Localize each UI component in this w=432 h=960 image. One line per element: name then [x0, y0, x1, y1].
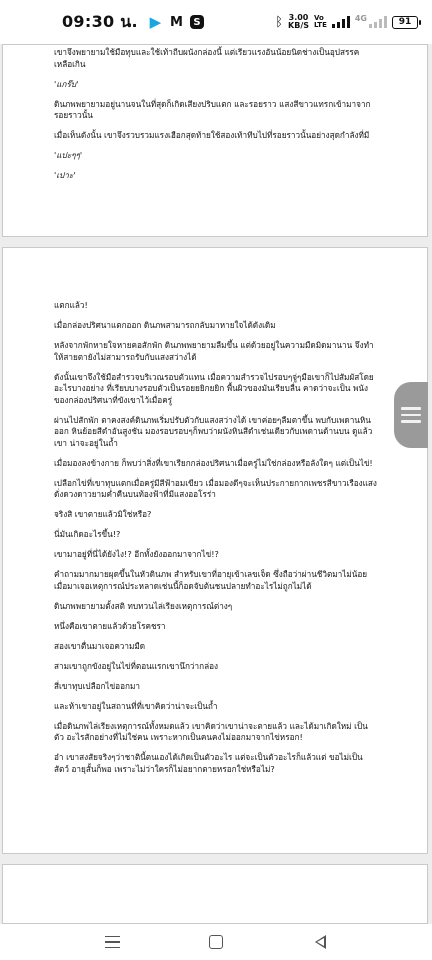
paragraph: หลังจากพักหายใจหายคอสักพัก ดินภพพยายามลืมขึ้น แต่ด้วยอยู่ในความมืดมิดมานาน จึงทำ ให้สายตายังไม่สามารถรับกับแสงสว่างได้	[54, 340, 374, 362]
paragraph: ดังนั้นเขาจึงใช้มือสำรวจบริเวณรอบตัวแทน เมื่อความสำรวจไปรอบๆจู่ๆมือเขาก็ไปสัมผัสโดย อะไรบางอย่าง ที่เรียบบางรอบตัวเป็นรอยยยิกยยิก พื้นผิวของมันเรียบลื่น คาดว่าจะเป็น พนังของกล่องปริศนาที่ขังเขาไว้เมื่อครู่	[54, 371, 374, 405]
paragraph: ผ่านไปสักพัก ตาคงสงค์ดินภพเริ่มปรับตัวกับแสงสว่างได้ เขาค่อยๆลืมตาขึ้น พบกับเพดานหินออก หินย้อยสีดำอันสูงชัน มองรอบรอบๆก็พบว่าผนังหินสีดำเช่นเดียวกับเพดานด้านบน ดูแล้วเขา น่าจะอยู่ในถ้ำ	[54, 414, 373, 448]
back-icon	[315, 935, 326, 949]
bluetooth-icon: ᛒ	[275, 14, 284, 30]
back-button[interactable]	[305, 930, 335, 954]
paragraph: 'แปะๆๆ'	[54, 150, 83, 160]
paragraph: เมื่อเห็นดังนั้น เขาจึงรวบรวมแรงเฮือกสุดท้ายใช้สองเท้าทีบไปที่รอยราวนั้นอย่างสุดกำลังที่มี	[54, 130, 370, 140]
document-page-2	[2, 247, 428, 854]
paragraph: สามเขาถูกขังอยู่ในไข่ที่ตอนแรกเขานึกว่ากล่อง	[54, 660, 219, 671]
gmail-icon: M	[169, 14, 183, 30]
status-bar	[0, 0, 432, 44]
paragraph: เขามาอยู่ที่นี่ได้ยังไง!? อีกทั้งยังออกมาจากไข่!?	[54, 549, 219, 559]
signal-strength-icon	[332, 16, 350, 28]
paragraph: อ๋า เขาสงสัยจริงๆว่าชาตินี้ตนเองได้เกิดเป็นตัวอะไร แต่จะเป็นตัวอะไรก็แล้วแต่ ขอไม่เป็นสัตว์ อายุสั้นก็พอ เพราะไม่ว่าใครก็ไม่อยากตายหรอกใช่หรือไม่?	[54, 752, 363, 774]
video-play-icon: ▶	[149, 13, 162, 31]
paragraph: นี่มันเกิดอะไรขึ้น!?	[54, 529, 121, 539]
paragraph: 'เปาะ'	[54, 170, 76, 180]
page-text	[54, 300, 377, 784]
network-type: 4G	[354, 14, 367, 23]
grip-line	[401, 407, 421, 410]
paragraph: หนึ่งคือเขาตายแล้วด้วยโรคชรา	[54, 620, 166, 631]
recent-apps-button[interactable]	[97, 930, 127, 954]
paragraph: เมื่อกล่องปริศนาแตกออก ดินภพสามารถกลับมาหายใจได้ดังเดิม	[54, 320, 276, 330]
battery-level: 91	[398, 17, 412, 27]
paragraph: 'แกร๊บ'	[54, 78, 79, 89]
notification-icons	[148, 15, 204, 30]
home-button[interactable]	[201, 930, 231, 954]
s-app-icon: S	[190, 15, 204, 29]
home-icon	[209, 935, 223, 949]
battery-icon	[392, 16, 418, 29]
paragraph: เขาจึงพยายามใช้มือทุบและใช้เท้าถีบผนังกล่องนี้ แต่เรียวแรงอันน้อยนิดช่างเป็นอุปสรรค เหลือเกิน	[54, 47, 360, 69]
status-indicators	[275, 14, 418, 30]
paragraph: เมื่อมองลงข้างกาย ก็พบว่าสิ่งที่เขาเรียกกล่องปริศนาเมื่อครู่ไม่ใช่กล่องหรือลังใดๆ แต่เป็นไข่!	[54, 457, 373, 468]
speed-value: 3.00	[288, 13, 309, 22]
paragraph: ดินภพพยายามตั้งสติ ทบทวนไล่เรียงเหตุการณ์ต่างๆ	[54, 600, 233, 611]
paragraph: สี่เขาทุบเปลือกไข่ออกมา	[54, 680, 140, 691]
grip-line	[401, 420, 421, 423]
volte-bottom: LTE	[314, 21, 327, 29]
paragraph: ดินภพพยายามอยู่นานจนในที่สุดก็เกิดเสียงปริบแตก และรอยราว แสงสีขาวแทรกเข้ามาจาก รอยราวนั้น	[54, 98, 371, 120]
paragraph: เปลือกไข่ที่เขาทุบแตกเมื่อครู่มีสีฟ้าอมเขียว เมื่อมองดีๆจะเห็นประกายกากเพชรสีขาวเรืองแสง ดั่งดวงดาวยามค่ำคืนบนท้องฟ้าที่มีแสงออโรร่า	[54, 477, 377, 499]
clock: 09:30 น.	[62, 11, 138, 31]
volte-indicator	[314, 15, 327, 29]
paragraph: จริงสิ เขาตายแล้วมิใช่หรือ?	[54, 509, 152, 519]
document-page-1	[2, 44, 428, 237]
page-text	[54, 47, 377, 190]
grip-line	[401, 414, 421, 417]
signal-strength-2-icon	[369, 16, 387, 28]
paragraph: คำถามมากมายผุดขึ้นในหัวดินภพ สำหรับเขาที่อายุเข้าเลขเจ็ด ซึ่งถือว่าผ่านชีวิตมาไม่น้อย เมื่อมาเจอเหตุการณ์ประหลาดเช่นนี้ก็อดจับต้นชนปลายทำอะไรไม่ถูกไม่ได้	[54, 569, 368, 591]
menu-icon	[105, 936, 120, 949]
navigation-bar	[0, 924, 432, 960]
paragraph: สองเขาตื่นมาเจอความมืด	[54, 640, 146, 651]
paragraph: และห้าเขาอยู่ในสถานที่ที่เขาคิดว่าน่าจะเป็นถ้ำ	[54, 700, 218, 711]
network-speed	[288, 14, 309, 30]
speed-unit: KB/S	[288, 21, 309, 30]
paragraph: เมื่อดินภพไล่เรียงเหตุการณ์ทั้งหมดแล้ว เขาคิดว่าเขาน่าจะตายแล้ว และได้มาเกิดใหม่ เป็นตัว อะไรสักอย่างที่ไม่ใช่คน เพราะหากเป็นคนคงไม่ออกมาจากไข่หรอก!	[54, 720, 368, 742]
paragraph: แตกแล้ว!	[54, 300, 88, 310]
document-page-3	[2, 864, 428, 924]
scroll-handle[interactable]	[394, 382, 428, 448]
volte-top: Vo	[314, 14, 324, 22]
